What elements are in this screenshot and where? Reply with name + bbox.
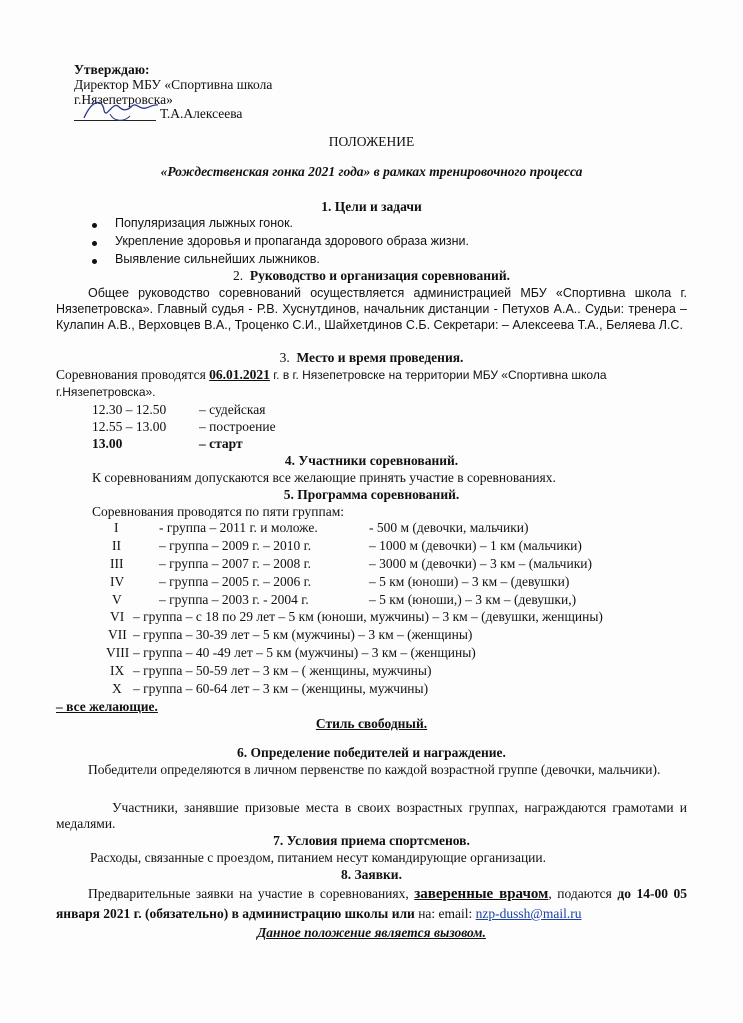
section1-heading: 1. Цели и задачи: [321, 199, 422, 214]
group-num: II: [112, 538, 121, 553]
certified-by-doctor: заверенные врачом: [414, 886, 549, 902]
section7-text: Расходы, связанные с проездом, питанием несут командирующие организации.: [90, 850, 546, 865]
section3-text-pre: Соревнования проводятся: [56, 367, 210, 382]
section8-text-mid: , подаются: [548, 886, 618, 901]
group-num: IV: [110, 574, 125, 589]
section6-heading: 6. Определение победителей и награждение.: [237, 745, 506, 760]
section2-num: 2.: [233, 268, 244, 283]
section3-text-line2: г.Нязепетровска».: [56, 385, 156, 399]
deadline-text: до 14-00 05 января 2021 г. (обязательно) в администрацию школы или: [56, 886, 688, 921]
group-num: VIII: [106, 645, 130, 660]
section5-heading: 5. Программа соревнований.: [283, 487, 460, 502]
section7-heading: 7. Условия приема спортсменов.: [273, 833, 470, 848]
group-years: – группа – 2007 г. – 2008 г.: [159, 556, 311, 571]
group-num: X: [112, 681, 122, 696]
group-distance: – 1000 м (девочки) – 1 км (мальчики): [369, 538, 582, 553]
section8-text: [56, 884, 687, 923]
bullet-icon: [92, 259, 97, 264]
group-years: – группа – 2009 г. – 2010 г.: [159, 538, 311, 553]
email-link[interactable]: nzp-dussh@mail.ru: [475, 906, 582, 921]
group-years: - группа – 2011 г. и моложе.: [159, 520, 318, 535]
group-num: V: [112, 592, 122, 607]
section3-title: Место и время проведения.: [296, 350, 464, 365]
group-distance: - 500 м (девочки, мальчики): [369, 520, 529, 535]
section3-heading: [0, 350, 743, 366]
schedule-time: 13.00: [92, 436, 123, 451]
section8-text-pre: Предварительные заявки на участие в соревнованиях,: [88, 886, 415, 901]
section8-heading: 8. Заявки.: [341, 867, 402, 882]
group-num: IX: [110, 663, 125, 678]
section6-p1: Победители определяются в личном первенстве по каждой возрастной группе (девочки, мальчики).: [88, 762, 661, 777]
signature-icon: [80, 92, 160, 126]
all-welcome: – все желающие.: [56, 699, 158, 714]
group-line: – группа – 60-64 лет – 3 км – (женщины, мужчины): [133, 681, 429, 696]
section2-text: Общее руководство соревнований осуществляется администрацией МБУ «Спортивна школа г. Нязепетровска». Главный судья - Р.В. Хуснутдинов, начальник дистанции - Петухов А.А.. Судьи: тренера – Кулапин А.В., Верховцев В.А., Троценко С.И., Шайхетдинов С.Б. Секретари: – Алексеева Т.А., Беляева Л.С.: [56, 286, 687, 332]
group-line: – группа – 40 -49 лет – 5 км (мужчины) – 3 км – (женщины): [133, 645, 476, 660]
group-years: – группа – 2003 г. - 2004 г.: [159, 592, 309, 607]
group-distance: – 3000 м (девочки) – 3 км – (мальчики): [369, 556, 592, 571]
ski-style: Стиль свободный.: [315, 716, 428, 731]
approval-line2: г.Нязепетровска»: [74, 92, 173, 107]
approval-line1: Директор МБУ «Спортивна школа: [74, 77, 273, 92]
section4-text: К соревнованиям допускаются все желающие принять участие в соревнованиях.: [92, 470, 556, 485]
schedule-event: – судейская: [199, 402, 266, 417]
section3-text: [56, 367, 607, 383]
group-num: I: [114, 520, 119, 535]
section2-heading: [0, 268, 743, 284]
schedule-time: 12.30 – 12.50: [92, 402, 167, 417]
group-num: VI: [110, 609, 125, 624]
section2-title: Руководство и организация соревнований.: [249, 268, 510, 283]
goal-item: Популяризация лыжных гонок.: [115, 216, 294, 230]
group-distance: – 5 км (юноши) – 3 км – (девушки): [369, 574, 570, 589]
email-label: на: email:: [414, 906, 476, 921]
schedule-event: – старт: [199, 436, 243, 451]
group-num: VII: [108, 627, 127, 642]
page-subtitle: «Рождественская гонка 2021 года» в рамках тренировочного процесса: [160, 164, 583, 179]
competition-date: 06.01.2021: [209, 367, 270, 382]
group-num: III: [110, 556, 124, 571]
section6-p2: Участники, занявшие призовые места в своих возрастных группах, награждаются грамотами и медалями.: [56, 800, 687, 831]
goal-item: Выявление сильнейших лыжников.: [115, 252, 320, 266]
schedule-event: – построение: [199, 419, 276, 434]
group-distance: – 5 км (юноши,) – 3 км – (девушки,): [369, 592, 577, 607]
group-line: – группа – с 18 по 29 лет – 5 км (юноши, мужчины) – 3 км – (девушки, женщины): [133, 609, 603, 624]
section5-intro: Соревнования проводятся по пяти группам:: [92, 504, 345, 519]
approval-heading: Утверждаю:: [74, 62, 150, 77]
bullet-icon: [92, 241, 97, 246]
section4-heading: 4. Участники соревнований.: [284, 453, 459, 468]
bullet-icon: [92, 223, 97, 228]
footer-note: Данное положение является вызовом.: [257, 925, 486, 940]
section3-num: 3.: [279, 350, 290, 365]
approval-name: Т.А.Алексеева: [160, 106, 243, 121]
section3-text-post: г. в г. Нязепетровске на территории МБУ «Спортивна школа: [269, 368, 607, 382]
goal-item: Укрепление здоровья и пропаганда здорового образа жизни.: [115, 234, 470, 248]
group-years: – группа – 2005 г. – 2006 г.: [159, 574, 311, 589]
group-line: – группа – 30-39 лет – 5 км (мужчины) – 3 км – (женщины): [133, 627, 473, 642]
schedule-time: 12.55 – 13.00: [92, 419, 167, 434]
group-line: – группа – 50-59 лет – 3 км – ( женщины, мужчины): [133, 663, 432, 678]
page-title: ПОЛОЖЕНИЕ: [328, 134, 415, 149]
